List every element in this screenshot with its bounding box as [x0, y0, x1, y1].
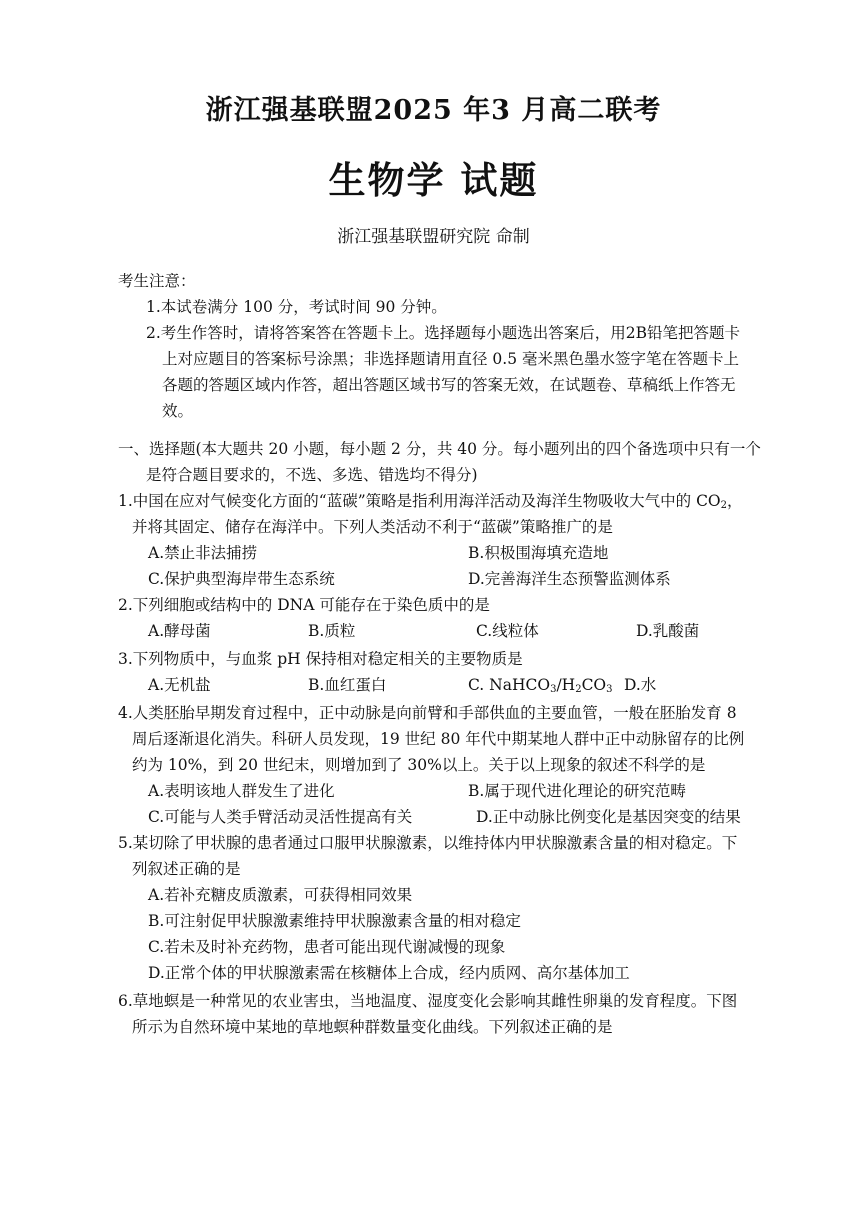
- exam-title: 浙江强基联盟2025 年3 月高二联考: [205, 95, 662, 126]
- question-5-stem-line-2: 列叙述正确的是: [132, 860, 241, 878]
- question-4-stem-line-1: 4.人类胚胎早期发育过程中，正中动脉是向前臂和手部供血的主要血管，一般在胚胎发育 8: [118, 704, 737, 722]
- question-2-option-a: A.酵母菌: [148, 622, 211, 640]
- question-4-stem-line-3: 约为 10%，到 20 世纪末，则增加到了 30%以上。关于以上现象的叙述不科学的是: [132, 756, 706, 774]
- question-1-option-c: C.保护典型海岸带生态系统: [148, 570, 335, 588]
- subject-title: 生物学 试题: [328, 158, 539, 202]
- question-3-stem: 3.下列物质中，与血浆 pH 保持相对稳定相关的主要物质是: [118, 650, 523, 668]
- notice-item-2-line-1: 2.考生作答时，请将答案答在答题卡上。选择题每小题选出答案后，用2B铅笔把答题卡: [146, 324, 741, 342]
- question-6-stem-line-1: 6.草地螟是一种常见的农业害虫，当地温度、湿度变化会影响其雌性卵巢的发育程度。下图: [118, 992, 738, 1010]
- question-1-option-a: A.禁止非法捕捞: [148, 544, 258, 562]
- question-5-option-d: D.正常个体的甲状腺激素需在核糖体上合成，经内质网、高尔基体加工: [148, 964, 630, 982]
- question-4-option-c: C.可能与人类手臂活动灵活性提高有关: [148, 808, 413, 826]
- notice-item-2-line-3: 各题的答题区域内作答，超出答题区域书写的答案无效，在试题卷、草稿纸上作答无: [162, 376, 736, 394]
- question-4-option-d: D.正中动脉比例变化是基因突变的结果: [476, 808, 741, 826]
- question-4-option-b: B.属于现代进化理论的研究范畴: [468, 782, 686, 800]
- notice-item-1: 1.本试卷满分 100 分，考试时间 90 分钟。: [146, 298, 447, 316]
- notice-heading: 考生注意：: [118, 272, 196, 290]
- question-5-option-a: A.若补充糖皮质激素，可获得相同效果: [148, 886, 413, 904]
- question-1-stem-line-2: 并将其固定、储存在海洋中。下列人类活动不利于“蓝碳”策略推广的是: [132, 518, 613, 536]
- question-1-option-d: D.完善海洋生态预警监测体系: [468, 570, 671, 588]
- section-line-1: 一、选择题(本大题共 20 小题，每小题 2 分，共 40 分。每小题列出的四个备选项中只有一个: [118, 440, 761, 458]
- notice-item-2-line-2: 上对应题目的答案标号涂黑；非选择题请用直径 0.5 毫米黑色墨水签字笔在答题卡上: [162, 350, 740, 368]
- notice-item-2-line-4: 效。: [162, 402, 194, 420]
- question-2-option-c: C.线粒体: [476, 622, 539, 640]
- question-3-option-c: C. $NaHCO_3/H_2CO_3$: [468, 676, 613, 695]
- section-line-2: 是符合题目要求的，不选、多选、错选均不得分): [146, 466, 478, 484]
- issuer-line: 浙江强基联盟研究院 命制: [337, 227, 530, 247]
- question-3-option-d: D.水: [624, 676, 657, 694]
- question-4-option-a: A.表明该地人群发生了进化: [148, 782, 335, 800]
- question-3-option-a: A.无机盐: [148, 676, 211, 694]
- question-2-option-b: B.质粒: [308, 622, 356, 640]
- question-3-option-b: B.血红蛋白: [308, 676, 387, 694]
- question-2-option-d: D.乳酸菌: [636, 622, 700, 640]
- question-5-stem-line-1: 5.某切除了甲状腺的患者通过口服甲状腺激素，以维持体内甲状腺激素含量的相对稳定。下: [118, 834, 738, 852]
- question-6-stem-line-2: 所示为自然环境中某地的草地螟种群数量变化曲线。下列叙述正确的是: [132, 1018, 613, 1036]
- question-4-stem-line-2: 周后逐渐退化消失。科研人员发现，19 世纪 80 年代中期某地人群中正中动脉留存的比例: [132, 730, 745, 748]
- question-5-option-b: B.可注射促甲状腺激素维持甲状腺激素含量的相对稳定: [148, 912, 521, 930]
- question-1-option-b: B.积极围海填充造地: [468, 544, 609, 562]
- question-1-stem-line-1: 1.中国在应对气候变化方面的“蓝碳”策略是指利用海洋活动及海洋生物吸收大气中的 $CO_2$，: [118, 492, 743, 511]
- question-2-stem: 2.下列细胞或结构中的 DNA 可能存在于染色质中的是: [118, 596, 490, 614]
- question-5-option-c: C.若未及时补充药物，患者可能出现代谢减慢的现象: [148, 938, 506, 956]
